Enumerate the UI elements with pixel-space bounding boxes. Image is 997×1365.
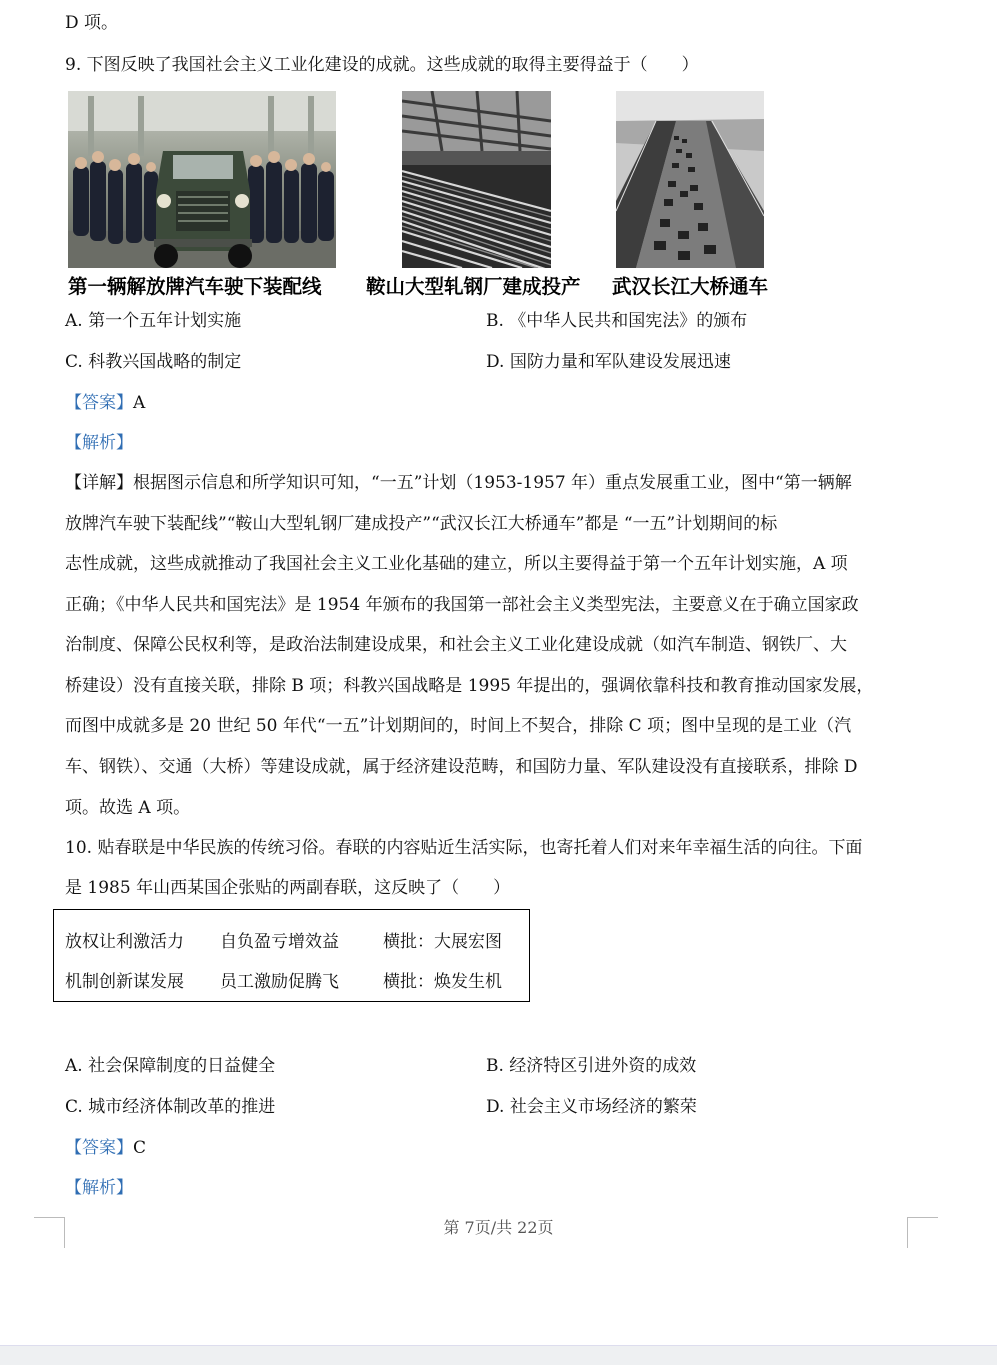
page-footer: 第 7页/共 22页	[443, 1218, 554, 1237]
q9-detail-line: 志性成就，这些成就推动了我国社会主义工业化基础的建立，所以主要得益于第一个五年计划实施，A 项	[65, 554, 848, 574]
q9-option-d: D. 国防力量和军队建设发展迅速	[486, 352, 731, 372]
q9-analysis-tag: 【解析】	[65, 433, 133, 453]
truck-assembly-photo	[68, 91, 336, 268]
couplet-2-upper: 机制创新谋发展	[65, 972, 184, 992]
caption-steel-mill: 鞍山大型轧钢厂建成投产	[366, 275, 581, 298]
q9-detail-line: 治制度、保障公民权利等，是政治法制建设成果，和社会主义工业化建设成就（如汽车制造、钢铁厂、大	[65, 635, 847, 655]
q10-option-b: B. 经济特区引进外资的成效	[486, 1056, 697, 1076]
q9-detail-line	[65, 472, 852, 494]
detail-tag: 【详解】	[65, 473, 133, 493]
steel-mill-photo	[402, 91, 551, 268]
q9-detail-line: 车、钢铁）、交通（大桥）等建设成就，属于经济建设范畴，和国防力量、军队建设没有直接联系，排除 D	[65, 757, 858, 777]
q9-detail-line: 放牌汽车驶下装配线”“鞍山大型轧钢厂建成投产”“武汉长江大桥通车”都是 “一五”计划期间的标	[65, 514, 778, 534]
q10-analysis-tag: 【解析】	[65, 1178, 133, 1198]
couplet-1-lower: 自负盈亏增效益	[220, 932, 339, 952]
couplet-1-upper: 放权让利激活力	[65, 932, 184, 952]
answer-tag: 【答案】	[65, 393, 133, 413]
couplet-box	[53, 909, 530, 1002]
q9-detail-line: 正确；《中华人民共和国宪法》是 1954 年颁布的我国第一部社会主义类型宪法，主要意义在于确立国家政	[65, 595, 859, 615]
q9-detail-line: 而图中成就多是 20 世纪 50 年代“一五”计划期间的，时间上不契合，排除 C 项；图中呈现的是工业（汽	[65, 716, 852, 736]
answer-tag: 【答案】	[65, 1138, 133, 1158]
question-10-stem-cont: 是 1985 年山西某国企张贴的两副春联，这反映了（ ）	[65, 878, 511, 898]
detail-text: 根据图示信息和所学知识可知，“一五”计划（1953-1957 年）重点发展重工业，图中“第一辆解	[133, 473, 852, 493]
couplet-2-horizontal: 横批：焕发生机	[383, 972, 502, 992]
caption-truck: 第一辆解放牌汽车驶下装配线	[68, 275, 322, 298]
q10-option-d: D. 社会主义市场经济的繁荣	[486, 1097, 697, 1117]
q9-option-b: B. 《中华人民共和国宪法》的颁布	[486, 311, 748, 331]
previous-answer-fragment: D 项。	[65, 13, 119, 33]
viewer-bottom-bar	[0, 1345, 997, 1365]
yangtze-bridge-photo	[616, 91, 764, 268]
q10-option-c: C. 城市经济体制改革的推进	[65, 1097, 276, 1117]
question-9-stem: 9. 下图反映了我国社会主义工业化建设的成就。这些成就的取得主要得益于（ ）	[65, 55, 699, 75]
answer-value: C	[133, 1138, 147, 1158]
q10-option-a: A. 社会保障制度的日益健全	[65, 1056, 276, 1076]
q9-answer	[65, 392, 145, 414]
caption-bridge: 武汉长江大桥通车	[612, 275, 769, 298]
q10-answer	[65, 1137, 146, 1159]
question-10-stem: 10. 贴春联是中华民族的传统习俗。春联的内容贴近生活实际，也寄托着人们对来年幸福生活的向往。下面	[65, 838, 863, 858]
q9-option-c: C. 科教兴国战略的制定	[65, 352, 242, 372]
q9-detail-line: 桥建设）没有直接关联，排除 B 项；科教兴国战略是 1995 年提出的，强调依靠科技和教育推动国家发展，	[65, 676, 874, 696]
couplet-1-horizontal: 横批：大展宏图	[383, 932, 502, 952]
q9-detail-line: 项。故选 A 项。	[65, 798, 191, 818]
answer-value: A	[133, 393, 146, 413]
q9-option-a: A. 第一个五年计划实施	[65, 311, 242, 331]
couplet-2-lower: 员工激励促腾飞	[220, 972, 339, 992]
